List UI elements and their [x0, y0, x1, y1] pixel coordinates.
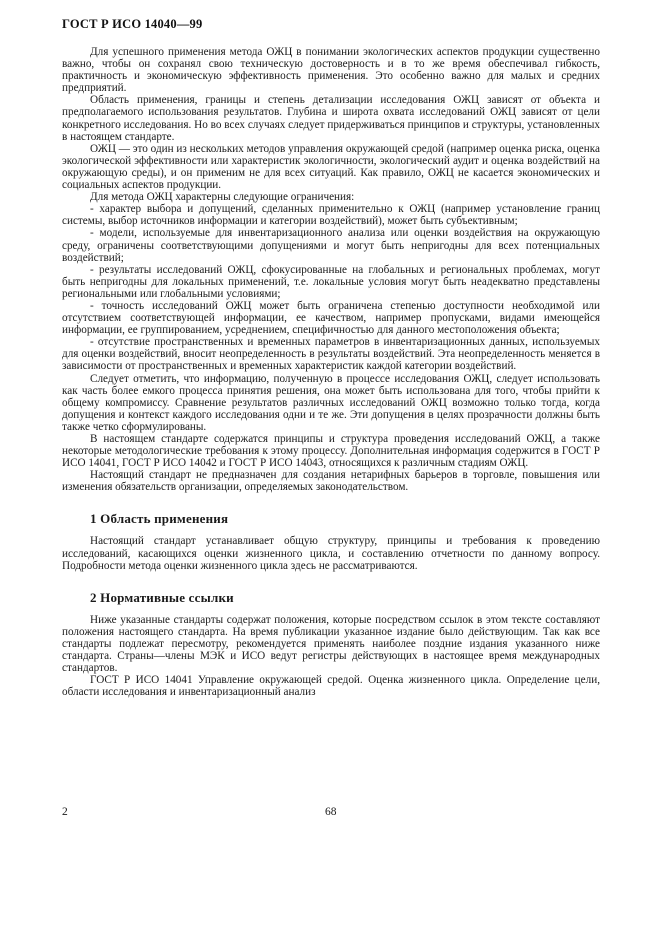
list-item: - отсутствие пространственных и временных параметров в инвентаризационных данных, используемых для оценки воздействий, вносит неопределенность в результаты воздействий. Эта неопределенность меняется в зависимости от пространственных и временных характеристик каждой категории воздействий. — [62, 336, 600, 373]
section-title-normative-references: 2 Нормативные ссылки — [90, 589, 234, 605]
reference-entry: ГОСТ Р ИСО 14041 Управление окружающей средой. Оценка жизненного цикла. Определение цели, области исследования и инвентаризационный анализ — [62, 674, 600, 699]
paragraph: Для метода ОЖЦ характерны следующие ограничения: — [90, 191, 355, 204]
page-number-center: 68 — [325, 806, 337, 818]
paragraph: ОЖЦ — это один из нескольких методов управления окружающей средой (например оценка риска, оценка экологической эффективности или характеристик экологичности, экологический аудит и оценка воздействий на окружающую среды), и он применим не для всех ситуаций. Как правило, ОЖЦ не касается экономических и социальных аспектов продукции. — [62, 142, 600, 192]
section-title-scope: 1 Область применения — [90, 511, 229, 527]
list-item: - точность исследований ОЖЦ может быть ограничена степенью доступности необходимой или отсутствием соответствующей информации, ее качеством, например пропусками, видами имеющейся информации, ее группированием, усреднением, специфичностью для данного местоположения объекта; — [62, 299, 600, 337]
list-item: - характер выбора и допущений, сделанных применительно к ОЖЦ (например установление границ системы, выбор источников информации и категории воздействий), может быть субъективным; — [62, 203, 600, 228]
paragraph: Настоящий стандарт не предназначен для создания нетарифных барьеров в торговле, повышения или изменения обязательств организации, определяемых законодательством. — [62, 469, 600, 494]
paragraph: Для успешного применения метода ОЖЦ в понимании экологических аспектов продукции существенно важно, чтобы он сохранял свою техническую достоверность и в то же время обеспечивал гибкость, практичность и экономическую эффективность применения. Это особенно важно для малых и средних предприятий. — [62, 46, 600, 95]
document-header-code: ГОСТ Р ИСО 14040—99 — [62, 17, 203, 31]
paragraph: В настоящем стандарте содержатся принципы и структура проведения исследований ОЖЦ, а также некоторые методологические требования к этому процессу. Дополнительная информация содержится в ГОСТ Р ИСО 14041, ГОСТ Р ИСО 14042 и ГОСТ Р ИСО 14043, относящихся к различным стадиям ОЖЦ. — [62, 433, 600, 470]
list-item: - модели, используемые для инвентаризационного анализа или оценки воздействия на окружающую среду, ограничены соответствующими допущениями и могут быть непригодны для всех потенциальных воздействий; — [62, 227, 600, 264]
paragraph: Область применения, границы и степень детализации исследования ОЖЦ зависят от объекта и предполагаемого использования результатов. Глубина и широта охвата исследований ОЖЦ зависят от цели конкретного исследования. Но во всех случаях следует придерживаться принципов и структуры, установленных в настоящем стандарте. — [62, 94, 600, 143]
paragraph: Настоящий стандарт устанавливает общую структуру, принципы и требования к проведению исследований, касающихся оценки жизненного цикла, и составлению отчетности по данному вопросу. Подробности метода оценки жизненного цикла здесь не рассматриваются. — [62, 535, 600, 572]
paragraph: Ниже указанные стандарты содержат положения, которые посредством ссылок в этом тексте составляют положения настоящего стандарта. На время публикации указанное издание было действующим. Так как все стандарты подлежат пересмотру, рекомендуется применять наиболее поздние издания указанного ниже стандарта. Страны—члены МЭК и ИСО ведут регистры действующих в настоящее время международных стандартов. — [62, 613, 600, 675]
page-number-left: 2 — [62, 806, 68, 818]
list-item: - результаты исследований ОЖЦ, сфокусированные на глобальных и региональных проблемах, могут быть непригодны для локальных применений, т.е. локальные условия могут быть неадекватно представлены региональными или глобальными условиями; — [62, 263, 600, 300]
document-body — [62, 46, 600, 698]
paragraph: Следует отметить, что информацию, полученную в процессе исследования ОЖЦ, следует использовать как часть более емкого процесса принятия решения, она может быть использована для того, чтобы прийти к общему компромиссу. Сравнение результатов различных исследований ОЖЦ возможно только тогда, когда допущения и контекст каждого исследования одни и те же. Эти допущения в целях прозрачности должны быть также четко сформулированы. — [62, 372, 600, 433]
